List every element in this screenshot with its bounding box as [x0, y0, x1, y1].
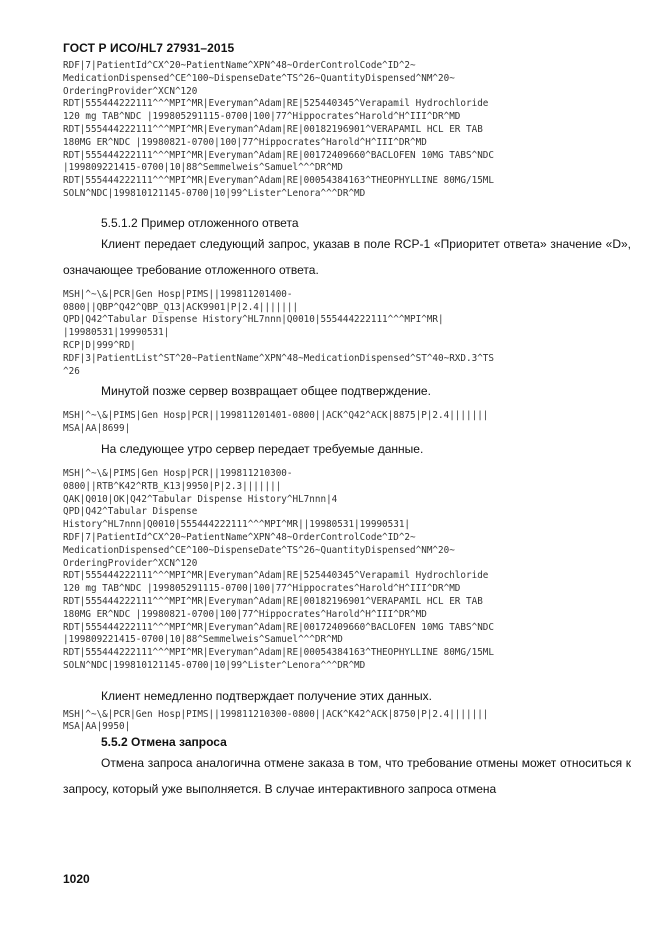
- code-block-client-ack: MSH|^~\&|PCR|Gen Hosp|PIMS||199811210300-0800||ACK^K42^ACK|8750|P|2.4||||||| MSA|AA|9950|: [63, 708, 489, 733]
- code-block-deferred-query: MSH|^~\&|PCR|Gen Hosp|PIMS||199811201400- 0800||QBP^Q42^QBP_Q13|ACK9901|P|2.4||||||| QPD|Q42^Tabular Dispense History^HL7nnn|Q0010|555444222111^^^MPI^MR| |19980531|19990531| RCP|D|999^RD| RDF|3|PatientList^ST^20~PatientName^XPN^48~MedicationDispensed^ST^40~RXD.3^TS ^26: [63, 288, 494, 377]
- page-number: 1020: [63, 872, 90, 886]
- paragraph-deferred-request: Клиент передает следующий запрос, указав в поле RCP-1 «Приоритет ответа» значение «D», означающее требование отложенного ответа.: [63, 236, 631, 277]
- paragraph-query-cancel: Отмена запроса аналогична отмене заказа в том, что требование отмены может относиться к запросу, который уже выполняется. В случае интерактивного запроса отмена: [63, 756, 631, 797]
- code-block-deferred-data: MSH|^~\&|PIMS|Gen Hosp|PCR||199811210300- 0800||RTB^K42^RTB_K13|9950|P|2.3||||||| QAK|Q010|OK|Q42^Tabular Dispense History^HL7nnn|4 QPD|Q42^Tabular Dispense History^HL7nnn|Q0010|555444222111^^^MPI^MR||19980531|19990531| RDF|7|PatientId^CX^20~PatientName^XPN^48~OrderControlCode^ID^2~ MedicationDispensed^CE^100~DispenseDate^TS^26~QuantityDispensed^NM^20~ OrderingProvider^XCN^120 RDT|555444222111^^^MPI^MR|Everyman^Adam|RE|525440345^Verapamil Hydrochloride 120 mg TAB^NDC |199805291115-0700|100|77^Hippocrates^Harold^H^III^DR^MD RDT|555444222111^^^MPI^MR|Everyman^Adam|RE|00182196901^VERAPAMIL HCL ER TAB 180MG ER^NDC |19980821-0700|100|77^Hippocrates^Harold^H^III^DR^MD RDT|555444222111^^^MPI^MR|Everyman^Adam|RE|00172409660^BACLOFEN 10MG TABS^NDC |199809221415-0700|10|88^Semmelweis^Samuel^^^DR^MD RDT|555444222111^^^MPI^MR|Everyman^Adam|RE|00054384163^THEOPHYLLINE 80MG/15ML SOLN^NDC|199810121145-0700|10|99^Lister^Lenora^^^DR^MD: [63, 467, 494, 671]
- section-heading-deferred-response: 5.5.1.2 Пример отложенного ответа: [101, 215, 299, 230]
- code-block-rdf-response: RDF|7|PatientId^CX^20~PatientName^XPN^48~OrderControlCode^ID^2~ MedicationDispensed^CE^100~DispenseDate^TS^26~QuantityDispensed^NM^20~ OrderingProvider^XCN^120 RDT|555444222111^^^MPI^MR|Everyman^Adam|RE|525440345^Verapamil Hydrochloride 120 mg TAB^NDC |199805291115-0700|100|77^Hippocrates^Harold^H^III^DR^MD RDT|555444222111^^^MPI^MR|Everyman^Adam|RE|00182196901^VERAPAMIL HCL ER TAB 180MG ER^NDC |19980821-0700|100|77^Hippocrates^Harold^H^III^DR^MD RDT|555444222111^^^MPI^MR|Everyman^Adam|RE|00172409660^BACLOFEN 10MG TABS^NDC |199809221415-0700|10|88^Semmelweis^Samuel^^^DR^MD RDT|555444222111^^^MPI^MR|Everyman^Adam|RE|00054384163^THEOPHYLLINE 80MG/15ML SOLN^NDC|199810121145-0700|10|99^Lister^Lenora^^^DR^MD: [63, 60, 494, 199]
- paragraph-next-morning: На следующее утро сервер передает требуемые данные.: [101, 441, 424, 456]
- paragraph-general-ack: Минутой позже сервер возвращает общее подтверждение.: [101, 384, 431, 399]
- page-content: [63, 60, 631, 802]
- code-block-general-ack: MSH|^~\&|PIMS|Gen Hosp|PCR||199811201401-0800||ACK^Q42^ACK|8875|P|2.4||||||| MSA|AA|8699|: [63, 410, 489, 435]
- section-heading-query-cancel: 5.5.2 Отмена запроса: [101, 735, 227, 750]
- page-header: ГОСТ Р ИСО/HL7 27931–2015: [63, 41, 235, 55]
- paragraph-client-ack: Клиент немедленно подтверждает получение этих данных.: [101, 688, 432, 703]
